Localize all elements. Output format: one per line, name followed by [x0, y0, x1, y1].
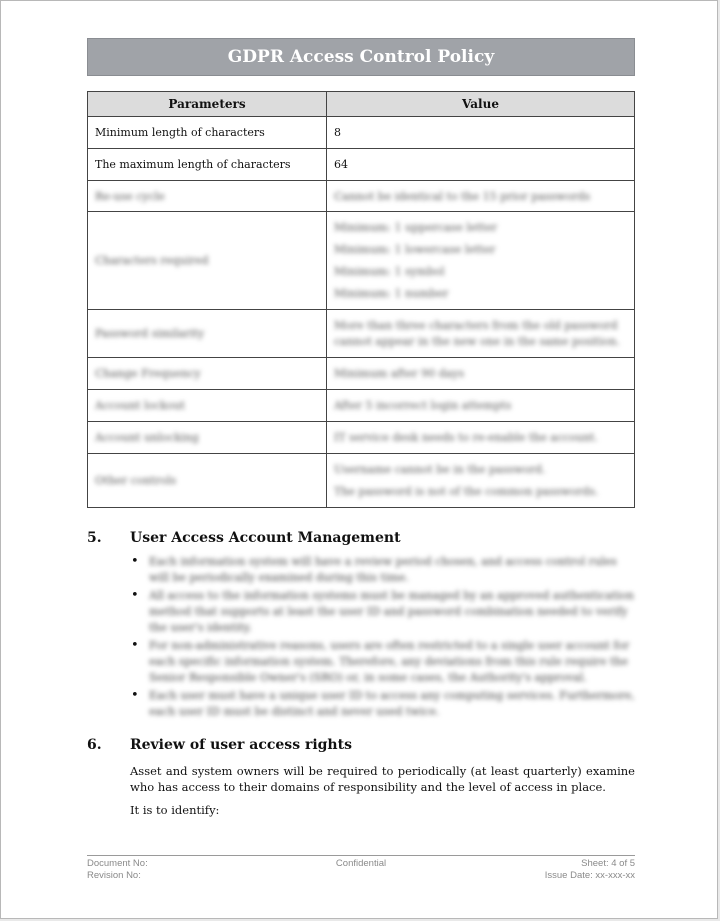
list-item-text: Each information system will have a review period chosen, and access control rules will be periodically examined during this time.: [149, 555, 617, 584]
bullet-icon: •: [131, 638, 139, 653]
footer-document-no: Document No:: [87, 858, 148, 869]
table-row: [88, 454, 635, 508]
section-title: User Access Account Management: [130, 530, 401, 546]
list-item-text: Each user must have a unique user ID to access any computing services. Furthermore, each user ID must be distinct and never used twice.: [149, 689, 635, 718]
section-paragraph: Asset and system owners will be required to periodically (at least quarterly) examine who has access to their domains of responsibility and the level of access in place.: [130, 764, 635, 794]
value-line: The password is not of the common passwords.: [334, 484, 599, 498]
value-cell: IT service desk needs to re-enable the account.: [327, 422, 635, 454]
footer-issue-date: Issue Date: xx-xxx-xx: [544, 870, 636, 881]
param-cell: Change Frequency: [88, 358, 327, 390]
list-item: [131, 638, 635, 686]
section-review-user-access-rights: [87, 737, 635, 817]
param-cell: Re-use cycle: [88, 181, 327, 212]
bullet-icon: •: [131, 688, 139, 703]
param-cell: Account lockout: [88, 390, 327, 422]
bullet-icon: •: [131, 554, 139, 569]
header-parameters: Parameters: [88, 92, 327, 117]
value-line: Minimum: 1 symbol: [334, 264, 445, 278]
value-cell: [327, 454, 635, 508]
section-number: 6.: [87, 737, 102, 753]
value-line: Username cannot be in the password.: [334, 462, 546, 476]
list-item-text: For non-administrative reasons, users are often restricted to a single user account for each specific information system. Therefore, any deviations from this rule require the Senior Responsible Owner's (SRO) or, in some cases, the Authority's approval.: [149, 639, 630, 684]
section-heading: [87, 737, 635, 753]
param-cell: Characters required: [88, 212, 327, 310]
table-row: [88, 212, 635, 310]
footer-sheet: Sheet: 4 of 5: [581, 858, 636, 869]
table-row: [88, 181, 635, 212]
table-row: [88, 149, 635, 181]
table-row: [88, 117, 635, 149]
footer-divider: [87, 855, 635, 856]
bullet-list: [87, 554, 635, 720]
value-cell: Minimum after 90 days: [327, 358, 635, 390]
value-line: Minimum: 1 number: [334, 286, 449, 300]
page-footer: [87, 858, 635, 882]
list-item: [131, 688, 635, 720]
list-item: [131, 588, 635, 636]
value-cell: 8: [327, 117, 635, 149]
value-line: cannot appear in the new one in the same position.: [334, 334, 620, 348]
value-cell: Cannot be identical to the 15 prior passwords: [327, 181, 635, 212]
param-cell: Minimum length of characters: [88, 117, 327, 149]
section-title: Review of user access rights: [130, 737, 352, 753]
section-paragraph: It is to identify:: [130, 803, 220, 817]
bullet-icon: •: [131, 588, 139, 603]
parameters-table: [87, 91, 635, 508]
list-item: [131, 554, 635, 586]
param-cell: The maximum length of characters: [88, 149, 327, 181]
param-cell: Password similarity: [88, 310, 327, 358]
value-cell: [327, 212, 635, 310]
table-header-row: [88, 92, 635, 117]
header-value: Value: [327, 92, 635, 117]
footer-classification: Confidential: [335, 858, 387, 869]
list-item-text: All access to the information systems must be managed by an approved authentication method that supports at least the user ID and password combination needed to verify the user's identity.: [149, 589, 634, 634]
footer-revision-no: Revision No:: [87, 870, 141, 881]
value-line: Minimum: 1 uppercase letter: [334, 220, 497, 234]
value-cell: [327, 310, 635, 358]
table-row: [88, 358, 635, 390]
table-row: [88, 310, 635, 358]
section-user-access-account-management: [87, 530, 635, 722]
section-number: 5.: [87, 530, 102, 546]
table-row: [88, 422, 635, 454]
table-row: [88, 390, 635, 422]
value-cell: 64: [327, 149, 635, 181]
document-title: GDPR Access Control Policy: [87, 38, 635, 76]
value-cell: After 5 incorrect login attempts: [327, 390, 635, 422]
param-cell: Other controls: [88, 454, 327, 508]
value-line: Minimum: 1 lowercase letter: [334, 242, 496, 256]
param-cell: Account unlocking: [88, 422, 327, 454]
section-heading: [87, 530, 635, 546]
value-line: More than three characters from the old password: [334, 318, 618, 332]
